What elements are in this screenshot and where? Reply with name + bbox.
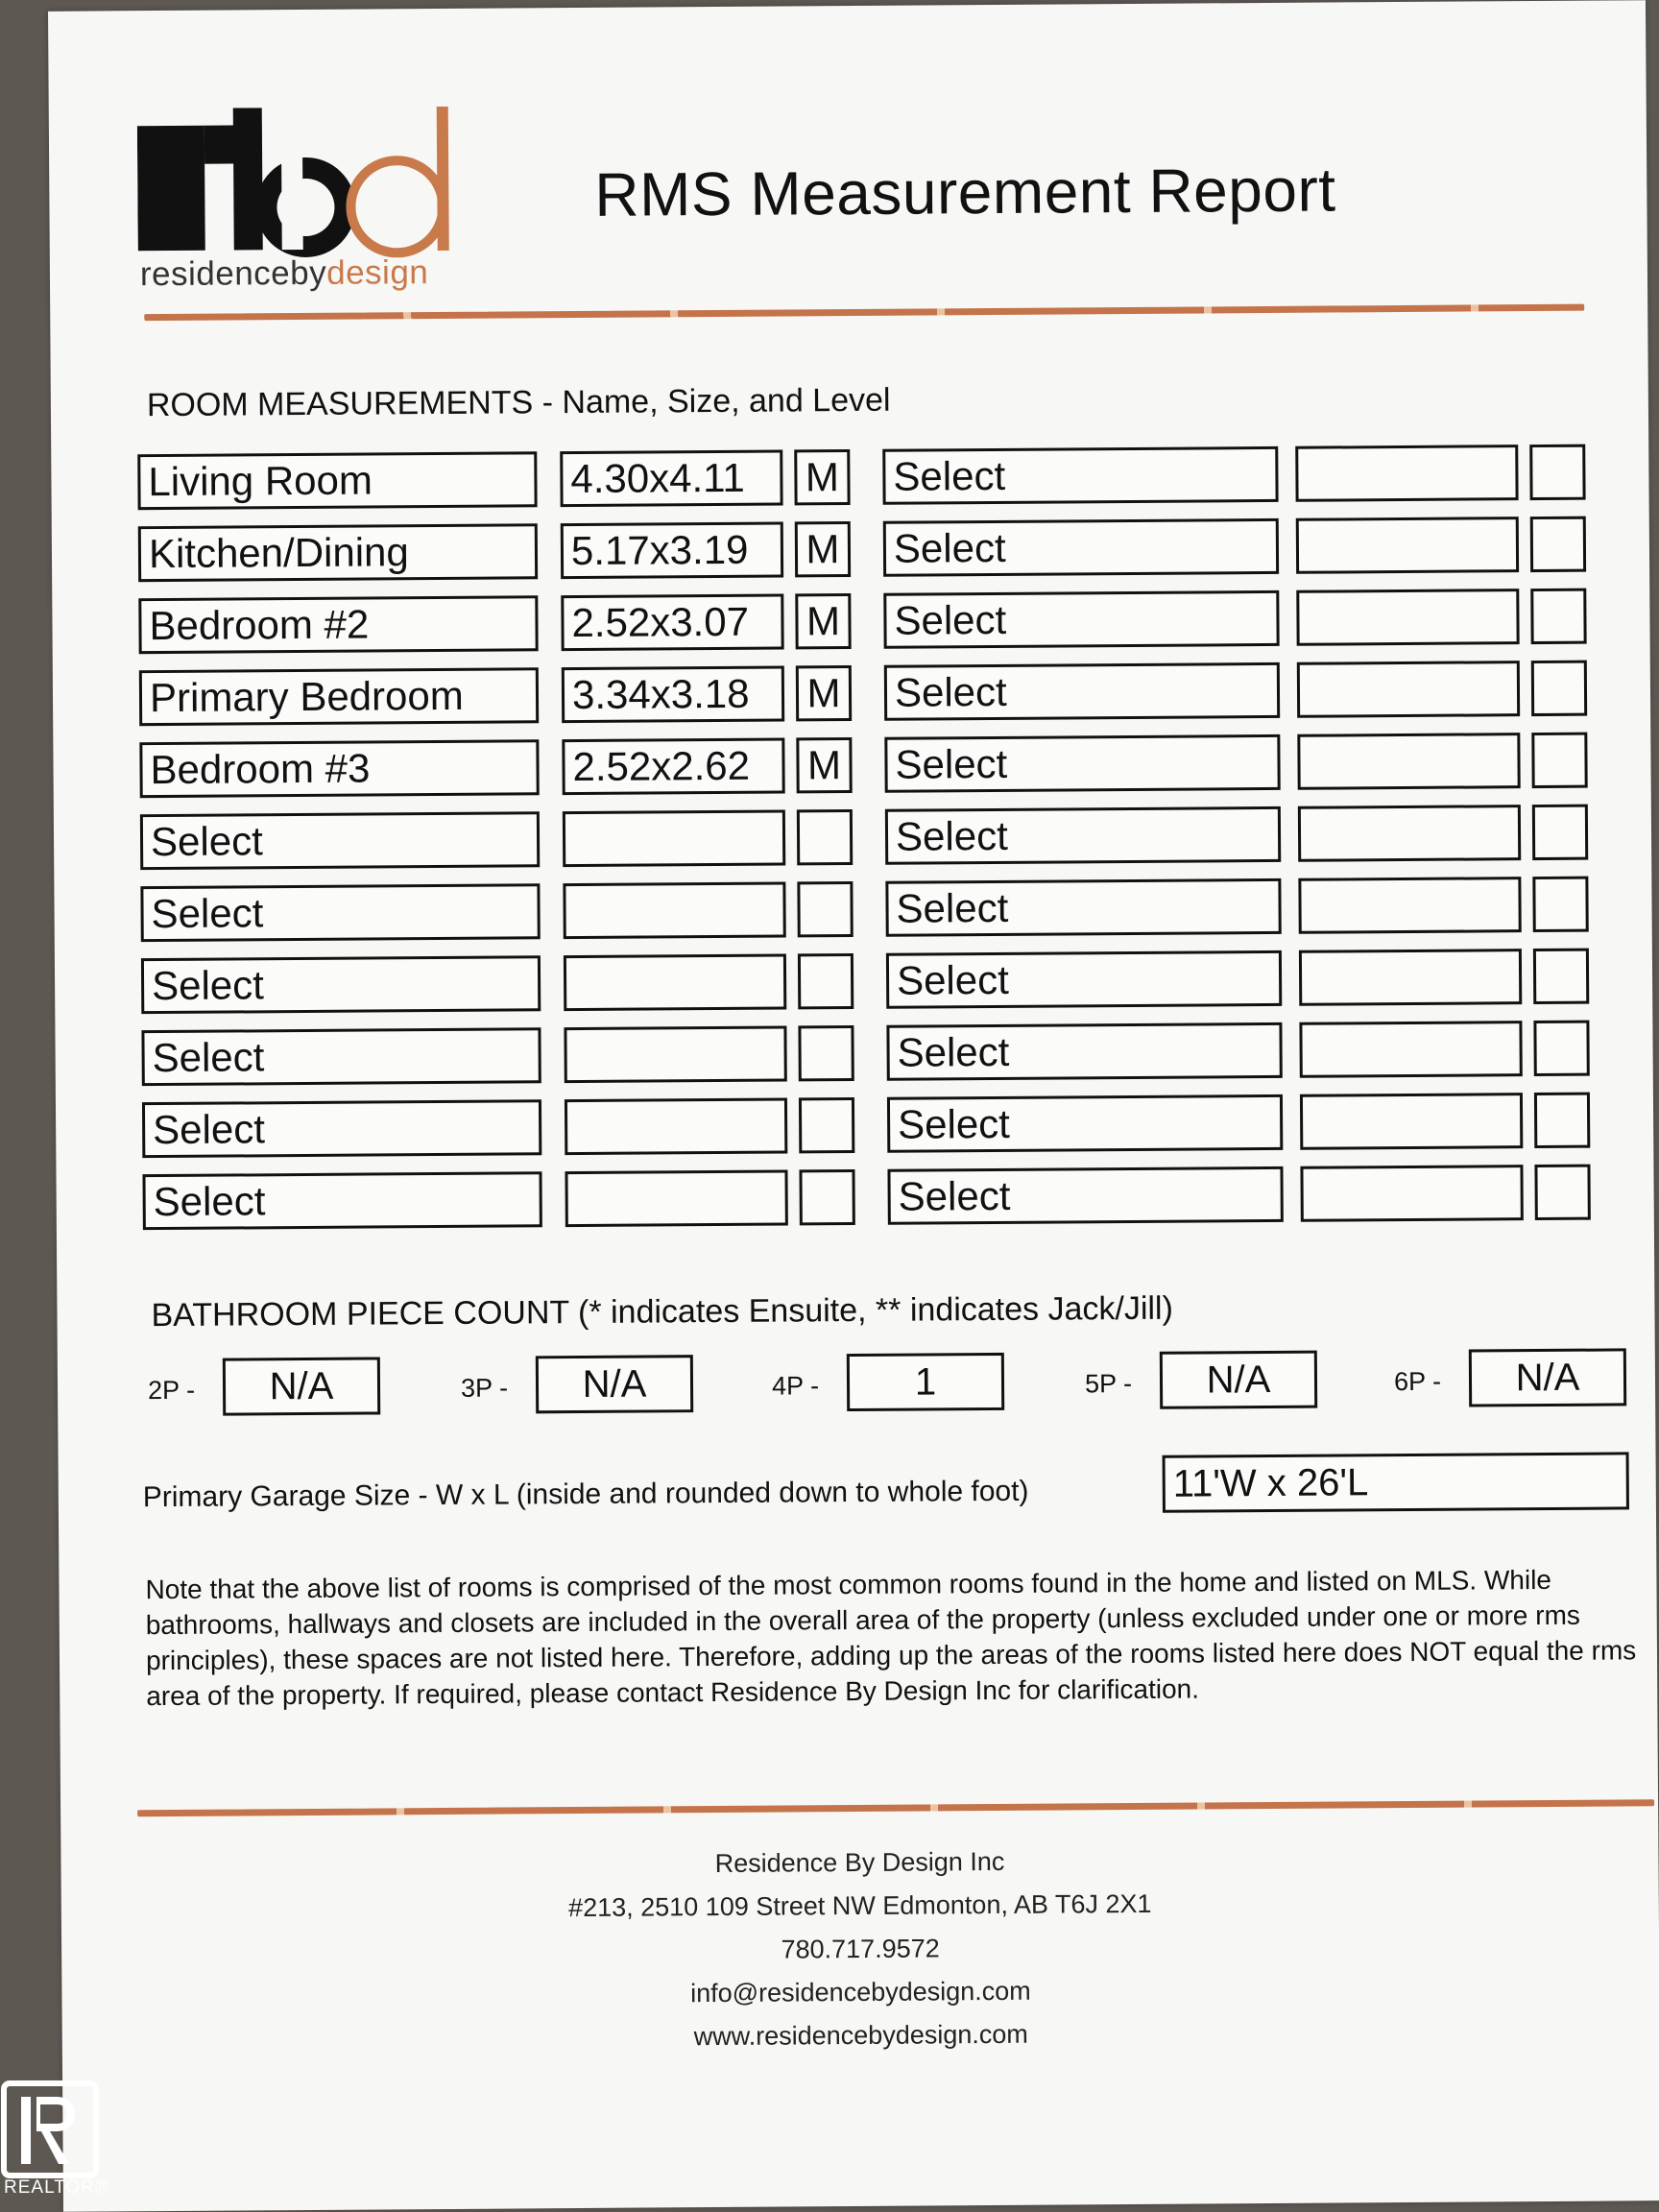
room-level-field[interactable]: M bbox=[794, 449, 850, 505]
room-name-select[interactable]: Select bbox=[887, 1166, 1283, 1225]
room-name-select[interactable]: Select bbox=[142, 1099, 541, 1158]
room-level-field[interactable] bbox=[1534, 1093, 1590, 1148]
footer-phone: 780.717.9572 bbox=[781, 1934, 940, 1964]
room-level-field[interactable]: M bbox=[795, 593, 851, 649]
room-level-field[interactable] bbox=[1531, 661, 1587, 716]
realtor-watermark-text: REALTOR® bbox=[4, 2177, 109, 2198]
room-size-field[interactable]: 5.17x3.19 bbox=[561, 522, 783, 580]
room-level-field[interactable] bbox=[1534, 1165, 1590, 1220]
room-name-select[interactable]: Select bbox=[886, 1022, 1282, 1081]
bath-piece-label: 3P - bbox=[460, 1373, 509, 1403]
room-level-field[interactable] bbox=[799, 1169, 854, 1225]
report-page bbox=[48, 0, 1659, 2212]
room-size-field[interactable] bbox=[1297, 733, 1520, 790]
room-name-select[interactable]: Select bbox=[887, 1094, 1283, 1153]
footer-divider bbox=[137, 1799, 1654, 1816]
room-name-select[interactable]: Living Room bbox=[137, 451, 537, 510]
room-name-select[interactable]: Select bbox=[883, 590, 1279, 649]
room-name-select[interactable]: Select bbox=[142, 1171, 541, 1230]
room-level-field[interactable] bbox=[799, 1097, 854, 1153]
room-name-select[interactable]: Select bbox=[141, 1027, 541, 1086]
company-footer bbox=[60, 1836, 1659, 2063]
bath-piece-label: 2P - bbox=[147, 1375, 196, 1406]
room-level-field[interactable] bbox=[797, 881, 853, 937]
room-name-select[interactable]: Select bbox=[885, 878, 1281, 937]
rooms-note: Note that the above list of rooms is comprised of the most common rooms found in the home and listed on MLS. While bathrooms, hallways and closets are included in the overall area of the property (unless excluded under one or more rms principles), these spaces are not listed here. Therefore, adding up the areas of the rooms listed here does NOT equal the rms area of the property. If required, please contact Residence By Design Inc for clarification. bbox=[145, 1564, 1637, 1712]
footer-address: #213, 2510 109 Street NW Edmonton, AB T6J 2X1 bbox=[568, 1888, 1152, 1923]
room-level-field[interactable] bbox=[1530, 589, 1586, 644]
room-level-field[interactable] bbox=[1531, 733, 1587, 788]
room-size-field[interactable]: 4.30x4.11 bbox=[560, 450, 782, 508]
room-name-select[interactable]: Select bbox=[140, 883, 540, 942]
room-level-field[interactable] bbox=[1532, 877, 1588, 932]
rbd-logo-mark bbox=[137, 107, 455, 262]
room-size-field[interactable] bbox=[565, 1097, 787, 1155]
room-level-field[interactable]: M bbox=[795, 521, 851, 577]
bath-piece-count-field[interactable]: N/A bbox=[1160, 1351, 1317, 1409]
room-level-field[interactable] bbox=[1533, 949, 1589, 1004]
room-level-field[interactable] bbox=[1530, 517, 1586, 572]
room-size-field[interactable] bbox=[564, 1025, 786, 1083]
room-level-field[interactable]: M bbox=[796, 737, 852, 793]
room-level-field[interactable] bbox=[1533, 1021, 1589, 1076]
room-name-select[interactable]: Select bbox=[141, 955, 541, 1014]
room-measurements-heading: ROOM MEASUREMENTS - Name, Size, and Level bbox=[146, 381, 891, 424]
room-size-field[interactable] bbox=[1299, 949, 1522, 1006]
room-name-select[interactable]: Kitchen/Dining bbox=[138, 523, 538, 582]
room-size-field[interactable] bbox=[1296, 517, 1519, 574]
room-name-select[interactable]: Select bbox=[884, 662, 1280, 721]
room-size-field[interactable]: 3.34x3.18 bbox=[562, 665, 784, 723]
garage-size-field[interactable]: 11'W x 26'L bbox=[1163, 1452, 1629, 1512]
room-level-field[interactable] bbox=[798, 1025, 854, 1081]
bath-piece-label: 4P - bbox=[771, 1371, 820, 1401]
room-level-field[interactable] bbox=[797, 809, 853, 865]
bath-piece-count-field[interactable]: N/A bbox=[223, 1357, 380, 1415]
bath-piece-label: 5P - bbox=[1084, 1368, 1133, 1399]
room-size-field[interactable] bbox=[563, 881, 785, 939]
room-level-field[interactable]: M bbox=[796, 665, 852, 721]
room-name-select[interactable]: Select bbox=[885, 806, 1281, 865]
room-size-field[interactable] bbox=[1298, 877, 1521, 934]
footer-email[interactable]: info@residencebydesign.com bbox=[690, 1976, 1031, 2008]
footer-company: Residence By Design Inc bbox=[714, 1846, 1005, 1879]
bath-piece-label: 6P - bbox=[1393, 1366, 1442, 1397]
room-name-select[interactable]: Select bbox=[882, 446, 1278, 505]
room-size-field[interactable] bbox=[1298, 805, 1521, 862]
bath-piece-count-field[interactable]: 1 bbox=[847, 1353, 1004, 1411]
room-size-field[interactable] bbox=[1300, 1093, 1523, 1150]
room-size-field[interactable] bbox=[564, 953, 786, 1011]
room-size-field[interactable] bbox=[1297, 661, 1520, 718]
room-size-field[interactable] bbox=[1300, 1165, 1523, 1222]
room-name-select[interactable]: Bedroom #2 bbox=[138, 595, 538, 654]
room-level-field[interactable] bbox=[1529, 445, 1585, 500]
room-name-select[interactable]: Select bbox=[884, 734, 1280, 793]
room-name-select[interactable]: Primary Bedroom bbox=[139, 667, 539, 726]
garage-size-label: Primary Garage Size - W x L (inside and rounded down to whole foot) bbox=[142, 1475, 1029, 1514]
room-size-field[interactable] bbox=[563, 809, 785, 867]
room-size-field[interactable] bbox=[1296, 589, 1519, 646]
room-size-field[interactable] bbox=[1299, 1021, 1522, 1078]
room-name-select[interactable]: Select bbox=[886, 950, 1282, 1009]
logo-tagline: residencebydesign bbox=[139, 253, 429, 294]
report-title: RMS Measurement Report bbox=[594, 155, 1336, 229]
bath-piece-count-field[interactable]: N/A bbox=[536, 1355, 693, 1413]
room-name-select[interactable]: Bedroom #3 bbox=[139, 739, 539, 798]
bath-piece-count-field[interactable]: N/A bbox=[1469, 1348, 1626, 1407]
room-size-field[interactable]: 2.52x2.62 bbox=[562, 737, 784, 795]
room-size-field[interactable]: 2.52x3.07 bbox=[561, 594, 783, 652]
room-level-field[interactable] bbox=[798, 953, 854, 1009]
room-size-field[interactable] bbox=[1295, 445, 1518, 502]
room-name-select[interactable]: Select bbox=[883, 518, 1279, 577]
footer-website[interactable]: www.residencebydesign.com bbox=[693, 2019, 1028, 2052]
bathroom-piece-count-heading: BATHROOM PIECE COUNT (* indicates Ensuite, ** indicates Jack/Jill) bbox=[151, 1289, 1174, 1334]
room-size-field[interactable] bbox=[565, 1169, 787, 1227]
room-name-select[interactable]: Select bbox=[140, 811, 540, 870]
room-level-field[interactable] bbox=[1532, 805, 1588, 860]
